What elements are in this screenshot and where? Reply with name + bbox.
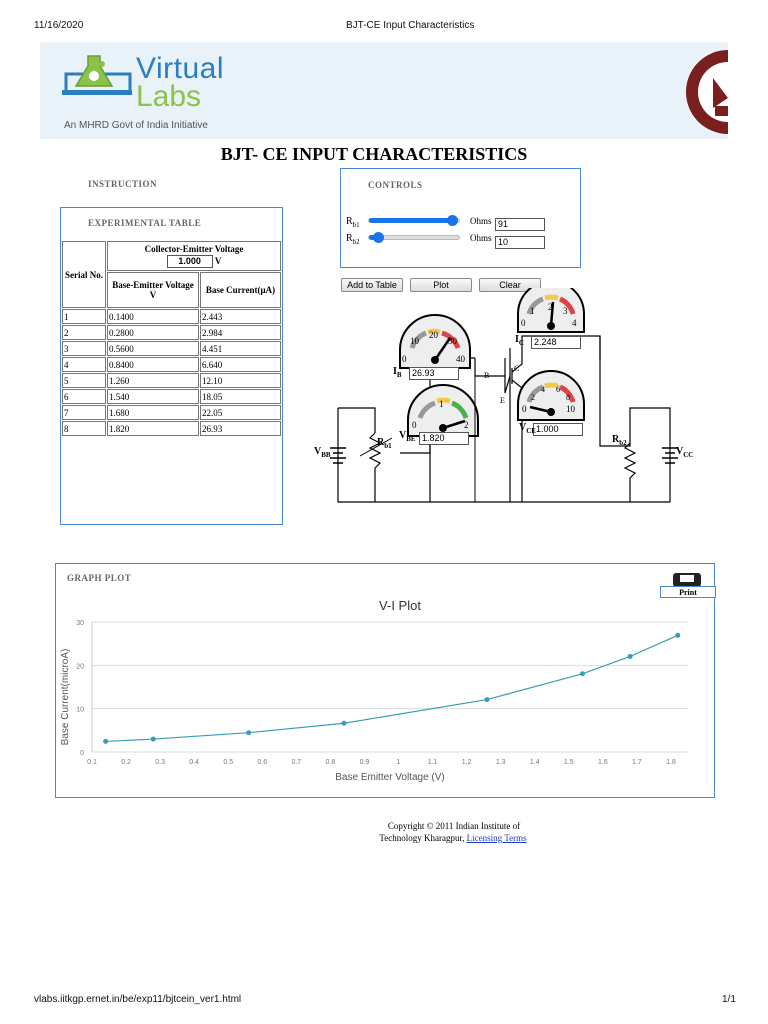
print-button[interactable]: Print xyxy=(660,586,716,598)
x-tick-label: 1.6 xyxy=(597,759,608,766)
col-serial-header: Serial No. xyxy=(62,241,106,308)
y-tick-label: 20 xyxy=(76,663,84,671)
svg-text:30: 30 xyxy=(448,336,457,346)
page-title: BJT- CE INPUT CHARACTERISTICS xyxy=(220,144,528,164)
print-url: vlabs.iitkgp.ernet.in/be/exp11/bjtcein_ver1.html xyxy=(34,994,242,1005)
vbb-label: $V_{BB}$ xyxy=(314,446,331,459)
table-row xyxy=(62,421,281,436)
rb2-slider[interactable] xyxy=(368,235,460,240)
vbe-cell: 1.260 xyxy=(107,373,199,388)
serial-cell: 2 xyxy=(62,325,106,340)
table-row xyxy=(62,325,281,340)
emblem-icon xyxy=(683,48,728,136)
svg-text:20: 20 xyxy=(429,330,438,340)
svg-text:0: 0 xyxy=(522,404,527,414)
svg-text:1: 1 xyxy=(439,399,444,409)
add-to-table-button[interactable]: Add to Table xyxy=(341,278,403,292)
vbe-cell: 0.8400 xyxy=(107,357,199,372)
ib-cell: 4.451 xyxy=(200,341,281,356)
serial-cell: 7 xyxy=(62,405,106,420)
data-point xyxy=(580,671,585,676)
x-tick-label: 0.6 xyxy=(257,759,268,766)
y-axis-title: Base Current(microA) xyxy=(60,648,71,746)
data-point xyxy=(151,737,156,742)
vce-readout: 1.000 xyxy=(533,423,583,436)
ib-cell: 18.05 xyxy=(200,389,281,404)
x-tick-label: 1.3 xyxy=(495,759,506,766)
svg-text:4: 4 xyxy=(572,318,577,328)
vbe-readout: 1.820 xyxy=(419,432,469,445)
svg-text:2: 2 xyxy=(548,302,553,312)
instruction-link[interactable]: INSTRUCTION xyxy=(88,179,158,189)
y-tick-label: 10 xyxy=(76,706,84,714)
serial-cell: 1 xyxy=(62,309,106,324)
collector-terminal-label: C xyxy=(514,364,520,373)
vbe-cell: 0.5600 xyxy=(107,341,199,356)
x-tick-label: 0.1 xyxy=(87,759,97,766)
vbe-cell: 1.680 xyxy=(107,405,199,420)
data-point xyxy=(246,730,251,735)
table-row xyxy=(62,373,281,388)
x-tick-label: 0.5 xyxy=(223,759,234,766)
logo-tagline: An MHRD Govt of India Initiative xyxy=(64,120,208,131)
serial-cell: 8 xyxy=(62,421,106,436)
table-row xyxy=(62,357,281,372)
vce-label: $V_{CE}$ xyxy=(519,422,536,435)
vbe-cell: 0.1400 xyxy=(107,309,199,324)
y-tick-label: 30 xyxy=(76,620,84,627)
svg-text:2: 2 xyxy=(464,420,469,430)
vce-meter xyxy=(518,371,584,420)
rb2-unit: Ohms xyxy=(470,233,492,243)
svg-text:8: 8 xyxy=(566,393,570,402)
table-row xyxy=(62,341,281,356)
vi-plot-chart xyxy=(56,594,711,799)
serial-cell: 5 xyxy=(62,373,106,388)
rb1-slider-thumb[interactable] xyxy=(447,215,458,226)
ib-cell: 26.93 xyxy=(200,421,281,436)
virtual-labs-logo[interactable] xyxy=(62,52,134,115)
rb2-input[interactable]: 10 xyxy=(495,236,545,249)
x-tick-label: 0.2 xyxy=(121,759,131,766)
x-tick-label: 0.4 xyxy=(189,759,200,766)
ib-cell: 22.05 xyxy=(200,405,281,420)
controls-heading: CONTROLS xyxy=(368,180,423,190)
table-row xyxy=(62,405,281,420)
iit-kgp-emblem xyxy=(683,48,728,141)
rb1-slider[interactable] xyxy=(368,218,460,223)
copyright-line2: Technology Kharagpur, Licensing Terms xyxy=(379,833,527,843)
logo-word-labs: Labs xyxy=(136,80,202,113)
svg-text:6: 6 xyxy=(556,385,560,394)
svg-text:0: 0 xyxy=(521,318,526,328)
ib-cell: 6.640 xyxy=(200,357,281,372)
clear-button[interactable]: Clear xyxy=(479,278,541,292)
print-page-number: 1/1 xyxy=(722,994,736,1005)
emitter-terminal-label: E xyxy=(500,396,505,405)
vce-input[interactable]: 1.000 xyxy=(167,255,213,268)
y-tick-label: 0 xyxy=(80,750,84,757)
x-tick-label: 1.1 xyxy=(427,759,438,766)
graph-plot-heading: GRAPH PLOT xyxy=(67,573,132,583)
vbe-cell: 1.540 xyxy=(107,389,199,404)
copyright-line1: Copyright © 2011 Indian Institute of xyxy=(387,821,521,831)
rb2-label: $R_{b2}$ xyxy=(346,233,360,246)
serial-cell: 4 xyxy=(62,357,106,372)
table-row xyxy=(62,389,281,404)
vce-header: Collector-Emitter Voltage 1.000 V xyxy=(107,241,281,271)
table-row xyxy=(62,309,281,324)
x-tick-label: 1.2 xyxy=(461,759,472,766)
svg-text:10: 10 xyxy=(410,336,419,346)
vcc-label: $V_{CC}$ xyxy=(676,446,694,459)
ib-cell: 12.10 xyxy=(200,373,281,388)
ic-readout: 2.248 xyxy=(531,336,581,349)
rb1-input[interactable]: 91 xyxy=(495,218,545,231)
serial-cell: 6 xyxy=(62,389,106,404)
series-line xyxy=(106,635,678,741)
ib-cell: 2.984 xyxy=(200,325,281,340)
ic-label: $I_C$ xyxy=(515,334,524,347)
x-tick-label: 1.7 xyxy=(632,759,642,766)
licensing-terms-link[interactable]: Licensing Terms xyxy=(466,833,527,843)
flask-gear-icon xyxy=(62,52,134,110)
x-tick-label: 1.8 xyxy=(666,759,676,766)
data-point xyxy=(103,739,108,744)
ib-cell: 2.443 xyxy=(200,309,281,324)
print-title: BJT-CE Input Characteristics xyxy=(346,20,475,31)
x-tick-label: 0.3 xyxy=(155,759,165,766)
data-point xyxy=(675,633,680,638)
ib-meter xyxy=(400,315,470,368)
svg-text:0: 0 xyxy=(402,354,407,364)
rb1-label: $R_{b1}$ xyxy=(346,216,360,229)
ib-readout: 26.93 xyxy=(409,367,459,380)
x-tick-label: 0.7 xyxy=(291,759,302,766)
bjt-circuit-diagram xyxy=(300,288,710,518)
rb2-circuit-label: $R_{b2}$ xyxy=(612,434,627,447)
col-ib-header: Base Current(μA) xyxy=(200,272,281,308)
svg-text:10: 10 xyxy=(566,404,575,414)
x-tick-label: 0.8 xyxy=(325,759,336,766)
ib-label: $I_B$ xyxy=(393,366,402,379)
x-tick-label: 1 xyxy=(396,759,401,766)
ic-meter xyxy=(518,288,584,332)
vbe-cell: 1.820 xyxy=(107,421,199,436)
vbe-meter xyxy=(408,385,478,436)
svg-text:40: 40 xyxy=(456,354,465,364)
x-tick-label: 1.5 xyxy=(563,759,574,766)
data-point xyxy=(342,721,347,726)
svg-text:1: 1 xyxy=(530,306,535,316)
col-vbe-header: Base-Emitter Voltage V xyxy=(107,272,199,308)
logo-word-virtual: Virtual xyxy=(136,52,224,85)
chart-title: V-I Plot xyxy=(379,598,421,613)
svg-text:3: 3 xyxy=(563,306,568,316)
svg-text:2: 2 xyxy=(531,393,535,402)
x-tick-label: 1.4 xyxy=(529,759,540,766)
x-tick-label: 0.9 xyxy=(359,759,370,766)
data-point xyxy=(628,654,633,659)
data-point xyxy=(485,697,490,702)
svg-text:4: 4 xyxy=(541,385,545,394)
print-date: 11/16/2020 xyxy=(34,20,84,31)
base-terminal-label: B xyxy=(484,371,490,380)
experimental-table-heading: EXPERIMENTAL TABLE xyxy=(88,218,202,228)
vbe-cell: 0.2800 xyxy=(107,325,199,340)
serial-cell: 3 xyxy=(62,341,106,356)
rb1-circuit-label: $R_{b1}$ xyxy=(377,437,392,450)
rb1-unit: Ohms xyxy=(470,216,492,226)
plot-button[interactable]: Plot xyxy=(410,278,472,292)
svg-text:0: 0 xyxy=(412,420,417,430)
vbe-label: $V_{BE}$ xyxy=(399,430,416,443)
experimental-table xyxy=(61,240,282,437)
x-axis-title: Base Emitter Voltage (V) xyxy=(335,772,445,783)
